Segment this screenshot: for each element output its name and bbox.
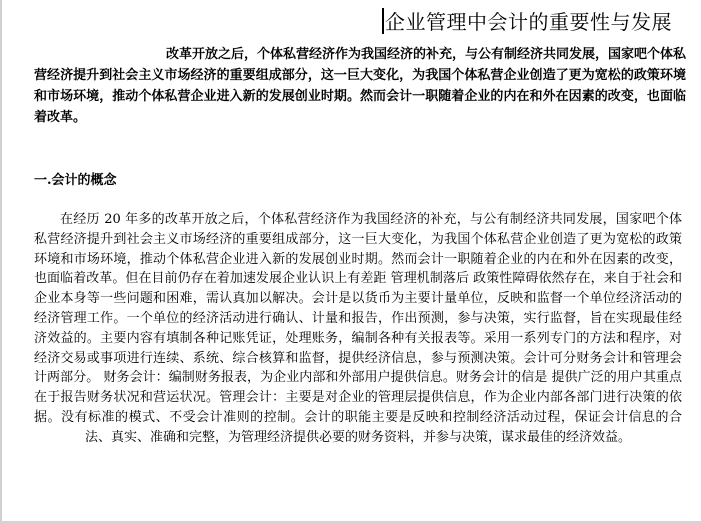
document-title[interactable]: 企业管理中会计的重要性与发展 [385,10,672,34]
body-paragraph[interactable]: 在经历 20 年多的改革开放之后，个体私营经济作为我国经济的补充，与公有制经济共同发展，国家吧个体私营经济提升到社会主义市场经济的重要组成部分，这一巨大变化，为我国个体私营企业创造了更为宽松的政策环境和市场环境，推动个体私营企业进入新的发展创业时期。然而会计一职随着企业的内在和外在因素的改变，也面临着改革。但在目前仍存在着加速发展企业认识上有差距 管理机制落后 政策性障碍依然存在，来自于社会和企业本身等一些问题和困难，需认真加以解决。会计是以货币为主要计量单位，反映和监督一个单位经济活动的经济管理工作。一个单位的经济活动进行确认、计量和报告，作出预测，参与决策，实行监督，旨在实现最佳经济效益的。主要内容有填制各种记账凭证，处理账务，编制各种有关报表等。采用一系列专门的方法和程序，对经济交易或事项进行连续、系统、综合核算和监督，提供经济信息，参与预测决策。会计可分财务会计和管理会计两部分。 财务会计：编制财务报表，为企业内部和外部用户提供信息。财务会计的信是 提供广泛的用户其重点在于报告财务状况和营运状况。管理会计：主要是对企业的管理层提供信息，作为企业内部各部门进行决策的依据。没有标准的模式、不受会计准则的控制。会计的职能主要是反映和控制经济活动过程，保证会计信息的合法、真实、准确和完整，为管理经济提供必要的财务资料，并参与决策，谋求最佳的经济效益。 [34,212,682,445]
text-cursor [382,8,384,34]
abstract-paragraph[interactable]: 改革开放之后，个体私营经济作为我国经济的补充，与公有制经济共同发展，国家吧个体私营经济提升到社会主义市场经济的重要组成部分，这一巨大变化，为我国个体私营企业创造了更为宽松的政策环境和市场环境，推动个体私营企业进入新的发展创业时期。然而会计一职随着企业的内在和外在因素的改变，也面临着改革。 [34,47,687,125]
page-left-edge [0,0,2,524]
section-heading[interactable]: 一.会计的概念 [34,173,117,188]
